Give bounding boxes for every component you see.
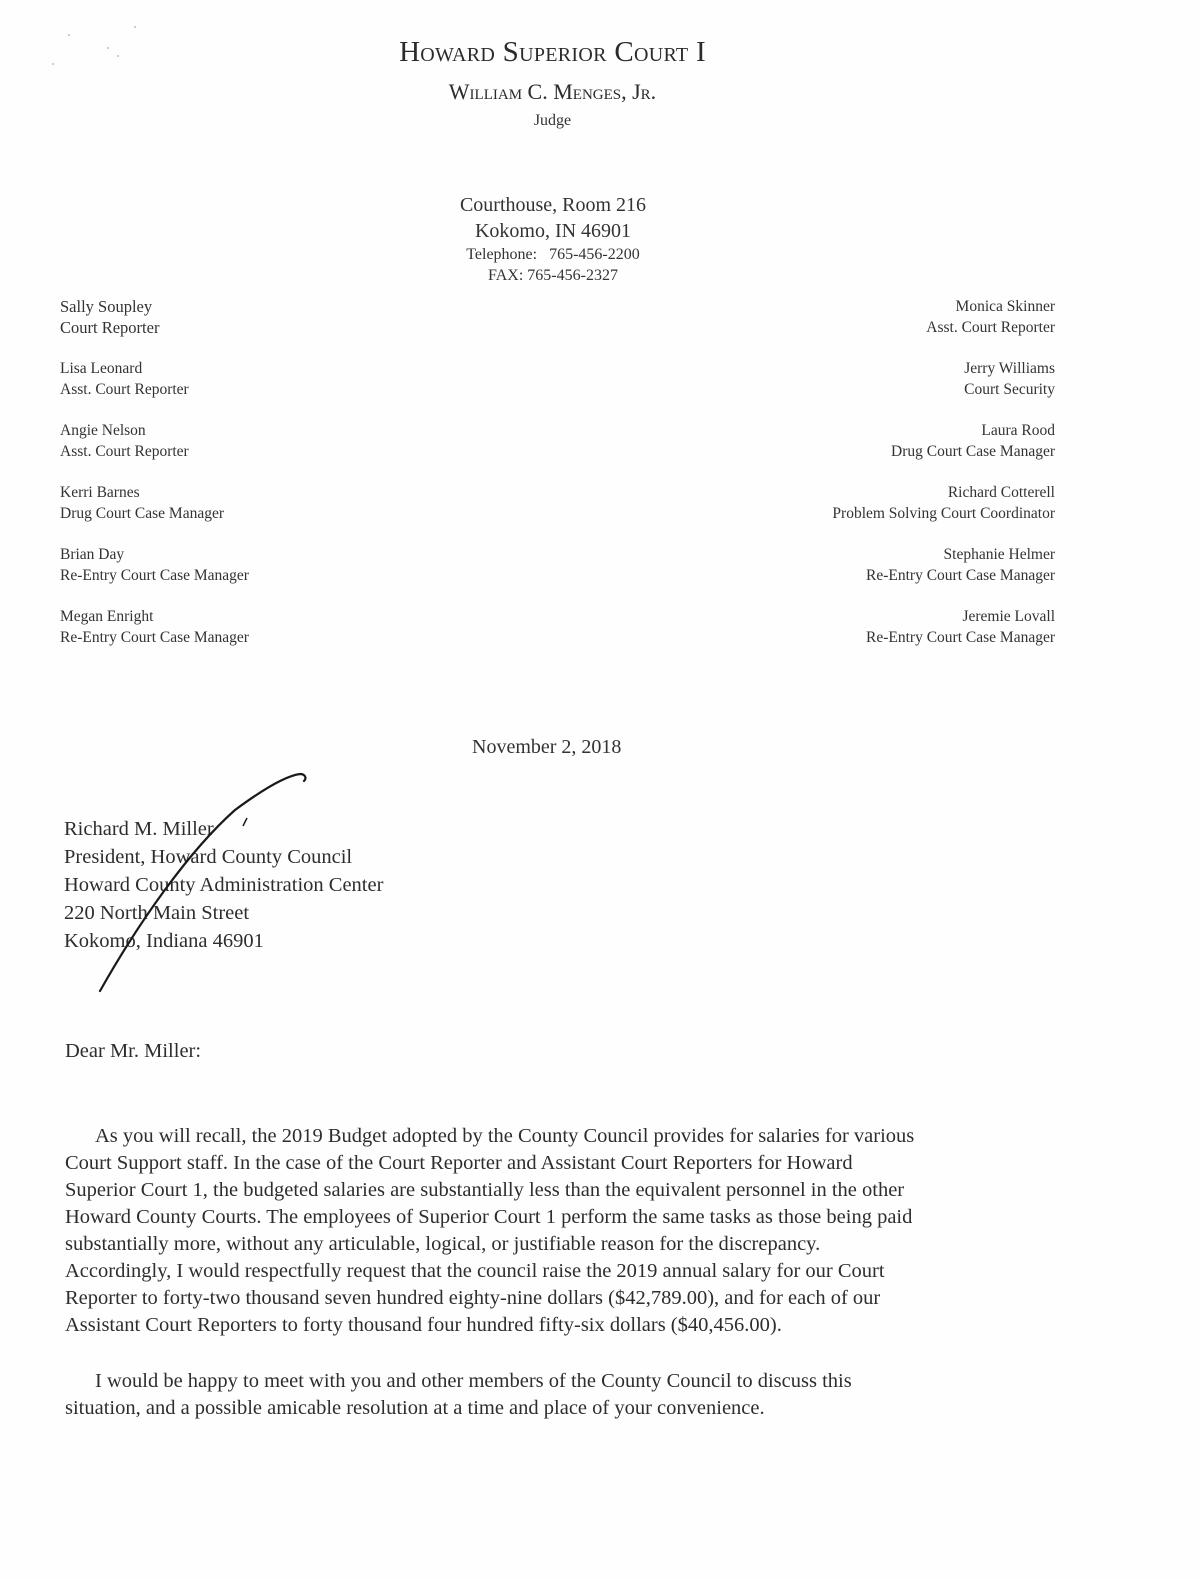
recipient-address (64, 815, 383, 955)
paragraph-line: situation, and a possible amicable resolution at a time and place of your convenience. (65, 1397, 765, 1419)
staff-title: Drug Court Case Manager (891, 443, 1055, 460)
recipient-title: President, Howard County Council (64, 846, 353, 868)
staff-entry (60, 606, 249, 647)
address-line-1: Courthouse, Room 216 (459, 194, 647, 216)
court-address (403, 192, 703, 286)
telephone-line (403, 244, 703, 265)
staff-entry (832, 296, 1055, 337)
fax-line: FAX: 765-456-2327 (488, 267, 618, 284)
judge-name: William C. Menges, Jr. (448, 79, 657, 104)
staff-name: Jeremie Lovall (962, 608, 1055, 625)
staff-name: Richard Cotterell (947, 484, 1055, 501)
body-paragraph-1 (65, 1123, 1065, 1339)
staff-list-right (832, 296, 1055, 668)
salutation: Dear Mr. Miller: (65, 1040, 202, 1062)
telephone-number: 765-456-2200 (549, 246, 640, 263)
staff-list-left (60, 296, 249, 668)
paragraph-line: substantially more, without any articulable, logical, or justifiable reason for the discrepancy. (65, 1233, 821, 1255)
staff-title: Re-Entry Court Case Manager (866, 567, 1055, 584)
recipient-city: Kokomo, Indiana 46901 (64, 930, 264, 952)
court-name: Howard Superior Court I (399, 36, 706, 68)
recipient-organization: Howard County Administration Center (64, 874, 384, 896)
staff-title: Asst. Court Reporter (926, 319, 1055, 336)
address-line-2: Kokomo, IN 46901 (474, 220, 632, 242)
staff-entry (832, 482, 1055, 523)
staff-name: Stephanie Helmer (943, 546, 1055, 563)
recipient-street: 220 North Main Street (64, 902, 250, 924)
body-paragraph-2 (65, 1368, 1065, 1422)
staff-name: Brian Day (60, 546, 125, 563)
staff-name: Monica Skinner (955, 298, 1055, 315)
staff-title: Problem Solving Court Coordinator (832, 505, 1055, 522)
staff-entry (60, 420, 249, 461)
staff-entry (60, 296, 249, 337)
staff-entry (832, 544, 1055, 585)
staff-title: Asst. Court Reporter (60, 381, 189, 398)
paragraph-line: Superior Court 1, the budgeted salaries are substantially less than the equivalent personnel in the other (65, 1179, 905, 1201)
staff-entry (832, 606, 1055, 647)
paragraph-line: Reporter to forty-two thousand seven hundred eighty-nine dollars ($42,789.00), and for each of our (65, 1287, 881, 1309)
staff-name: Megan Enright (60, 608, 154, 625)
paragraph-line: Accordingly, I would respectfully request that the council raise the 2019 annual salary for our Court (65, 1260, 885, 1282)
staff-title: Re-Entry Court Case Manager (60, 567, 249, 584)
staff-title: Drug Court Case Manager (60, 505, 224, 522)
paragraph-line: As you will recall, the 2019 Budget adopted by the County Council provides for salaries for various (95, 1125, 915, 1147)
staff-entry (832, 358, 1055, 399)
staff-name: Kerri Barnes (60, 484, 140, 501)
recipient-name: Richard M. Miller (64, 818, 214, 840)
staff-name: Laura Rood (981, 422, 1055, 439)
staff-entry (832, 420, 1055, 461)
staff-name: Angie Nelson (60, 422, 146, 439)
staff-title: Re-Entry Court Case Manager (866, 629, 1055, 646)
judge-title: Judge (533, 112, 572, 129)
scan-speck (134, 26, 136, 28)
scan-speck (68, 34, 70, 36)
staff-title: Re-Entry Court Case Manager (60, 629, 249, 646)
staff-entry (60, 544, 249, 585)
telephone-label: Telephone: (466, 246, 538, 263)
staff-name: Jerry Williams (964, 360, 1055, 377)
paragraph-line: Assistant Court Reporters to forty thousand four hundred fifty-six dollars ($40,456.00). (65, 1314, 782, 1336)
staff-title: Asst. Court Reporter (60, 443, 189, 460)
paragraph-line: Howard County Courts. The employees of Superior Court 1 perform the same tasks as those being paid (65, 1206, 913, 1228)
staff-entry (60, 482, 249, 523)
staff-name: Sally Soupley (60, 297, 153, 316)
staff-title: Court Reporter (60, 318, 160, 337)
staff-name: Lisa Leonard (60, 360, 143, 377)
staff-entry (60, 358, 249, 399)
paragraph-line: Court Support staff. In the case of the Court Reporter and Assistant Court Reporters for Howard (65, 1152, 853, 1174)
staff-title: Court Security (964, 381, 1055, 398)
paragraph-line: I would be happy to meet with you and other members of the County Council to discuss this (95, 1370, 852, 1392)
letter-date: November 2, 2018 (472, 736, 622, 758)
